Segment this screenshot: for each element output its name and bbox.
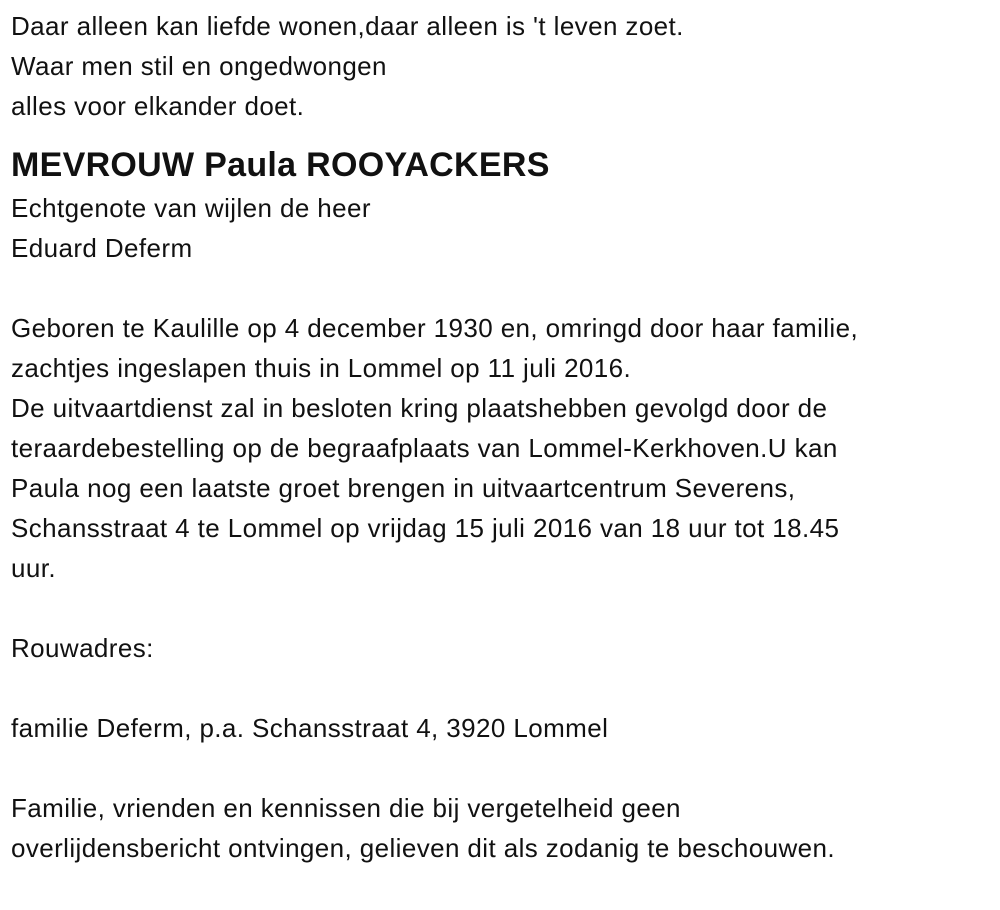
announcement-line: Geboren te Kaulille op 4 december 1930 en, omringd door haar familie, bbox=[11, 313, 859, 343]
spouse-line: Echtgenote van wijlen de heer bbox=[11, 193, 371, 223]
announcement bbox=[11, 308, 991, 588]
announcement-line: Paula nog een laatste groet brengen in uitvaartcentrum Severens, bbox=[11, 473, 796, 503]
closing-line: overlijdensbericht ontvingen, gelieven dit als zodanig te beschouwen. bbox=[11, 833, 836, 863]
announcement-line: uur. bbox=[11, 553, 56, 583]
poem bbox=[11, 6, 991, 126]
deceased-name: MEVROUW Paula ROOYACKERS bbox=[11, 146, 550, 184]
address-label: Rouwadres: bbox=[11, 633, 154, 663]
announcement-line: zachtjes ingeslapen thuis in Lommel op 11 juli 2016. bbox=[11, 353, 632, 383]
poem-line: Daar alleen kan liefde wonen,daar alleen is 't leven zoet. bbox=[11, 11, 684, 41]
spouse-line: Eduard Deferm bbox=[11, 233, 193, 263]
obituary-document bbox=[11, 6, 991, 868]
announcement-line: Schansstraat 4 te Lommel op vrijdag 15 juli 2016 van 18 uur tot 18.45 bbox=[11, 513, 840, 543]
closing-note bbox=[11, 788, 991, 868]
closing-line: Familie, vrienden en kennissen die bij vergetelheid geen bbox=[11, 793, 681, 823]
announcement-line: teraardebestelling op de begraafplaats van Lommel-Kerkhoven.U kan bbox=[11, 433, 838, 463]
address: familie Deferm, p.a. Schansstraat 4, 3920 Lommel bbox=[11, 713, 609, 743]
poem-line: alles voor elkander doet. bbox=[11, 91, 305, 121]
poem-line: Waar men stil en ongedwongen bbox=[11, 51, 387, 81]
announcement-line: De uitvaartdienst zal in besloten kring plaatshebben gevolgd door de bbox=[11, 393, 828, 423]
spouse-info bbox=[11, 188, 991, 268]
